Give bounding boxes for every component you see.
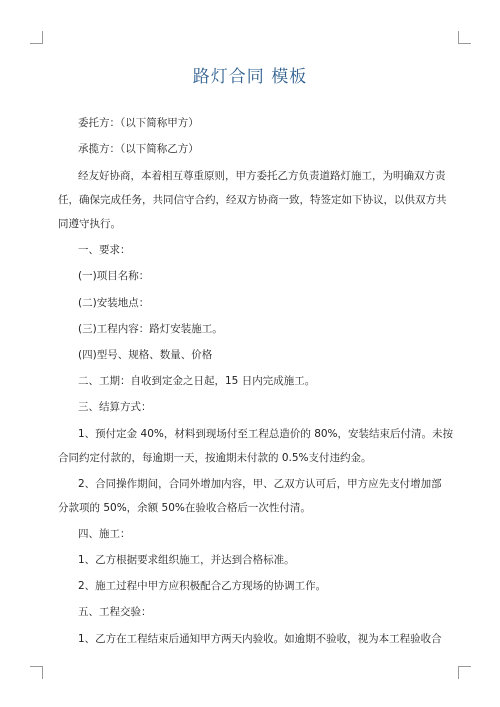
crop-mark-bottom-right <box>458 666 471 679</box>
intro-line-3: 同遵守执行。 <box>58 218 121 230</box>
crop-mark-top-left <box>30 31 43 44</box>
section-1-item-2: (二)安装地点： <box>78 297 150 309</box>
section-4-heading: 四、施工： <box>78 528 131 540</box>
crop-mark-bottom-left <box>30 666 43 679</box>
intro-line-1: 经友好协商，本着相互尊重原则，甲方委托乙方负责道路灯施工，为明确双方责 <box>78 170 446 182</box>
section-1-item-3: (三)工程内容：路灯安装施工。 <box>78 323 223 335</box>
crop-mark-top-right <box>458 31 471 44</box>
intro-line-2: 任，确保完成任务，共同信守合约，经双方协商一致，特签定如下协议，以供双方共 <box>58 194 447 206</box>
party-b-line: 承揽方：（以下简称乙方） <box>78 143 199 155</box>
section-2-line: 二、工期：自收到定金之日起，15 日内完成施工。 <box>78 375 316 387</box>
section-3-para-1-line-1: 1、预付定金 40%，材料到现场付至工程总造价的 80%，安装结束后付清。未按 <box>78 428 454 440</box>
section-1-item-4: (四)型号、规格、数量、价格 <box>78 349 213 361</box>
document-title: 路灯合同 模板 <box>192 67 308 87</box>
section-3-heading: 三、结算方式： <box>78 401 152 413</box>
section-3-para-1-line-2: 合同约定付款的，每逾期一天，按逾期未付款的 0.5%支付违约金。 <box>58 452 372 464</box>
section-3-para-2-line-2: 分款项的 50%，余额 50%在验收合格后一次性付清。 <box>58 502 311 514</box>
section-1-heading: 一、要求： <box>78 244 131 256</box>
section-5-para-1-line-1: 1、乙方在工程结束后通知甲方两天内验收。如逾期不验收，视为本工程验收合 <box>78 633 442 645</box>
section-3-para-2-line-1: 2、合同操作期间，合同外增加内容，甲、乙双方认可后，甲方应先支付增加部 <box>78 478 442 490</box>
section-1-item-1: (一)项目名称： <box>78 270 150 282</box>
section-5-heading: 五、工程交验： <box>78 606 152 618</box>
party-a-line: 委托方：（以下简称甲方） <box>78 117 199 129</box>
section-4-item-2: 2、施工过程中甲方应积极配合乙方现场的协调工作。 <box>78 580 327 592</box>
section-4-item-1: 1、乙方根据要求组织施工，并达到合格标准。 <box>78 554 295 566</box>
